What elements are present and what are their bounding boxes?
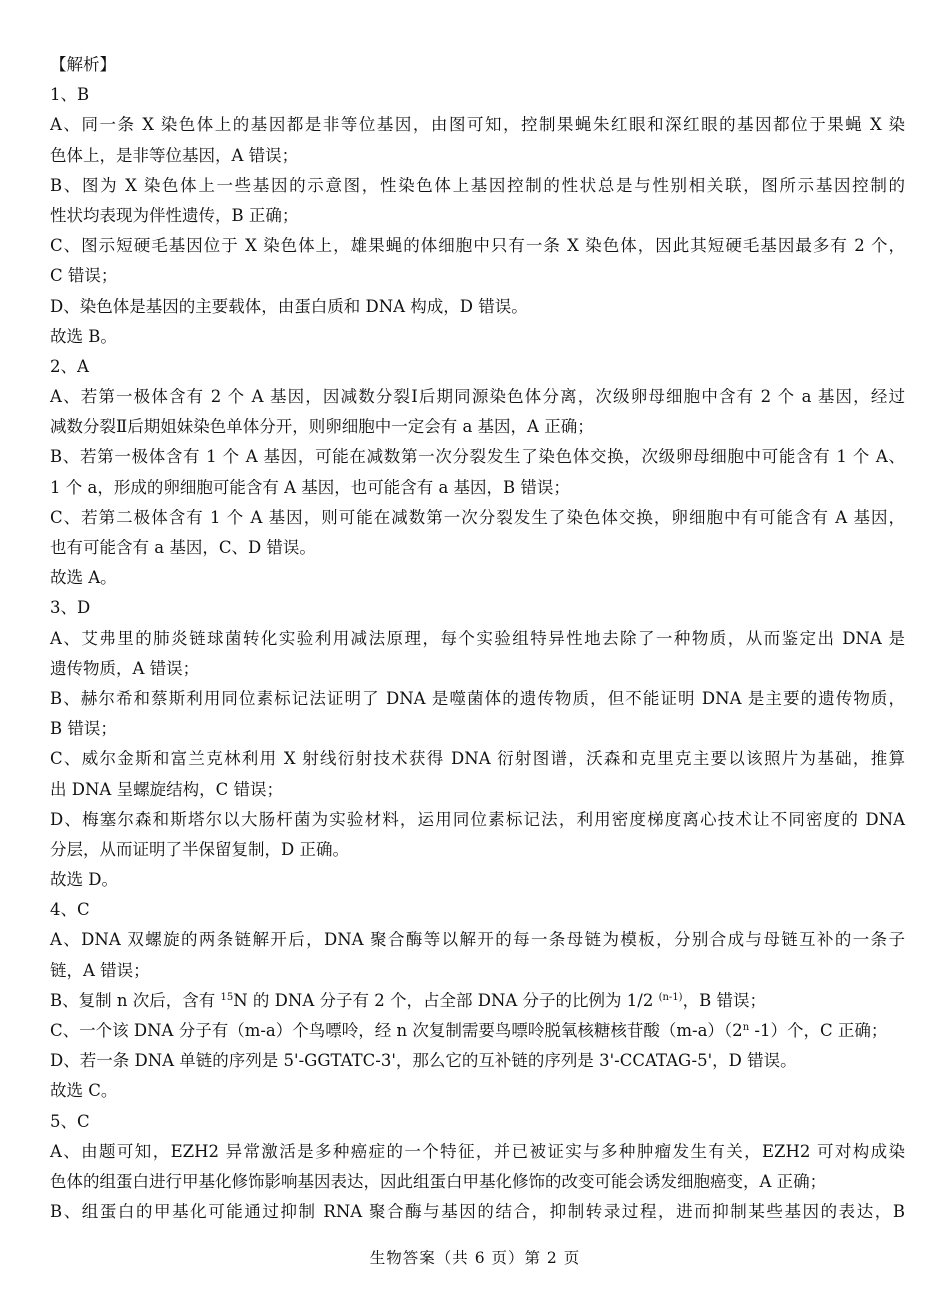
q2-option-b: B、若第一极体含有 1 个 A 基因，可能在减数第一次分裂发生了染色体交换，次级卵母细胞中可能含有 1 个 A、 xyxy=(50,447,905,467)
q4-option-b xyxy=(50,986,905,1016)
q1-option-a-cont: 色体上，是非等位基因，A 错误； xyxy=(50,145,299,165)
q3-option-d: D、梅塞尔森和斯塔尔以大肠杆菌为实验材料，运用同位素标记法，利用密度梯度离心技术让不同密度的 DNA xyxy=(50,809,905,829)
q4-c-text-1: C、一个该 DNA 分子有（m-a）个鸟嘌呤，经 n 次复制需要鸟嘌呤脱氧核糖核苷酸（m-a）（2 xyxy=(50,1021,743,1040)
q4-c-text-2: -1）个，C 正确； xyxy=(749,1021,888,1040)
q2-option-c-cont: 也有可能含有 a 基因，C、D 错误。 xyxy=(50,538,316,557)
q2-option-a: A、若第一极体含有 2 个 A 基因，因减数分裂Ⅰ后期同源染色体分离，次级卵母细胞中含有 2 个 a 基因，经过 xyxy=(50,387,905,407)
q1-answer: 故选 B。 xyxy=(50,326,117,346)
q2-title: 2、A xyxy=(50,356,89,376)
page-footer: 生物答案（共 6 页）第 2 页 xyxy=(369,1249,581,1267)
q1-option-a: A、同一条 X 染色体上的基因都是非等位基因，由图可知，控制果蝇朱红眼和深红眼的基因都位于果蝇 X 染 xyxy=(50,115,905,135)
q4-answer: 故选 C。 xyxy=(50,1081,118,1101)
q4-c-superscript-n: n xyxy=(742,1022,750,1033)
q1-option-b: B、图为 X 染色体上一些基因的示意图，性染色体上基因控制的性状总是与性别相关联，图所示基因控制的 xyxy=(50,175,905,195)
q3-option-a-cont: 遗传物质，A 错误； xyxy=(50,658,200,678)
q4-option-c xyxy=(50,1016,905,1046)
q4-option-a: A、DNA 双螺旋的两条链解开后，DNA 聚合酶等以解开的每一条母链为模板，分别合成与母链互补的一条子 xyxy=(50,930,905,950)
q4-option-d: D、若一条 DNA 单链的序列是 5'-GGTATC-3'，那么它的互补链的序列是 3'-CCATAG-5'，D 错误。 xyxy=(50,1051,797,1071)
q1-option-d: D、染色体是基因的主要载体，由蛋白质和 DNA 构成，D 错误。 xyxy=(50,296,528,316)
q4-title: 4、C xyxy=(50,900,90,920)
q4-b-superscript-exponent: (n-1) xyxy=(658,991,683,1003)
q3-option-b-cont: B 错误； xyxy=(50,719,117,739)
q5-option-a-cont: 色体的组蛋白进行甲基化修饰影响基因表达，因此组蛋白甲基化修饰的改变可能会诱发细胞癌变，A 正确； xyxy=(50,1171,827,1191)
q1-option-b-cont: 性状均表现为伴性遗传，B 正确； xyxy=(50,205,299,225)
q5-option-b: B、组蛋白的甲基化可能通过抑制 RNA 聚合酶与基因的结合，抑制转录过程，进而抑制某些基因的表达，B xyxy=(50,1202,905,1222)
q3-option-c-cont: 出 DNA 呈螺旋结构，C 错误； xyxy=(50,779,283,799)
q3-option-d-cont: 分层，从而证明了半保留复制，D 正确。 xyxy=(50,839,349,859)
q4-b-text-3: ，B 错误； xyxy=(682,990,766,1010)
q4-option-a-cont: 链，A 错误； xyxy=(50,960,150,980)
q2-option-b-cont: 1 个 a，形成的卵细胞可能含有 A 基因，也可能含有 a 基因，B 错误； xyxy=(50,477,570,497)
q2-option-c: C、若第二极体含有 1 个 A 基因，则可能在减数第一次分裂发生了染色体交换，卵细胞中有可能含有 A 基因， xyxy=(50,507,905,527)
q1-option-c: C、图示短硬毛基因位于 X 染色体上，雄果蝇的体细胞中只有一条 X 染色体，因此其短硬毛基因最多有 2 个， xyxy=(50,236,905,256)
section-heading: 【解析】 xyxy=(50,55,116,74)
q3-title: 3、D xyxy=(50,598,91,618)
q3-option-a: A、艾弗里的肺炎链球菌转化实验利用减法原理，每个实验组特异性地去除了一种物质，从而鉴定出 DNA 是 xyxy=(50,628,905,648)
analysis-content xyxy=(50,50,905,1227)
q2-option-a-cont: 减数分裂Ⅱ后期姐妹染色单体分开，则卵细胞中一定会有 a 基因，A 正确； xyxy=(50,417,594,437)
q3-option-b: B、赫尔希和蔡斯利用同位素标记法证明了 DNA 是噬菌体的遗传物质，但不能证明 DNA 是主要的遗传物质， xyxy=(50,688,905,708)
q4-b-text-1: B、复制 n 次后，含有 xyxy=(50,990,221,1010)
q2-answer: 故选 A。 xyxy=(50,568,117,588)
q3-answer: 故选 D。 xyxy=(50,870,118,890)
q5-option-a: A、由题可知，EZH2 异常激活是多种癌症的一个特征，并已被证实与多种肿瘤发生有关，EZH2 可对构成染 xyxy=(50,1141,905,1161)
q1-title: 1、B xyxy=(50,85,90,105)
q1-option-c-cont: C 错误； xyxy=(50,266,118,286)
q4-b-superscript-15: 15 xyxy=(220,991,234,1003)
q3-option-c: C、威尔金斯和富兰克林利用 X 射线衍射技术获得 DNA 衍射图谱，沃森和克里克主要以该照片为基础，推算 xyxy=(50,749,905,769)
q4-b-text-2: N 的 DNA 分子有 2 个，占全部 DNA 分子的比例为 1/2 xyxy=(233,990,659,1010)
q5-title: 5、C xyxy=(50,1111,90,1131)
